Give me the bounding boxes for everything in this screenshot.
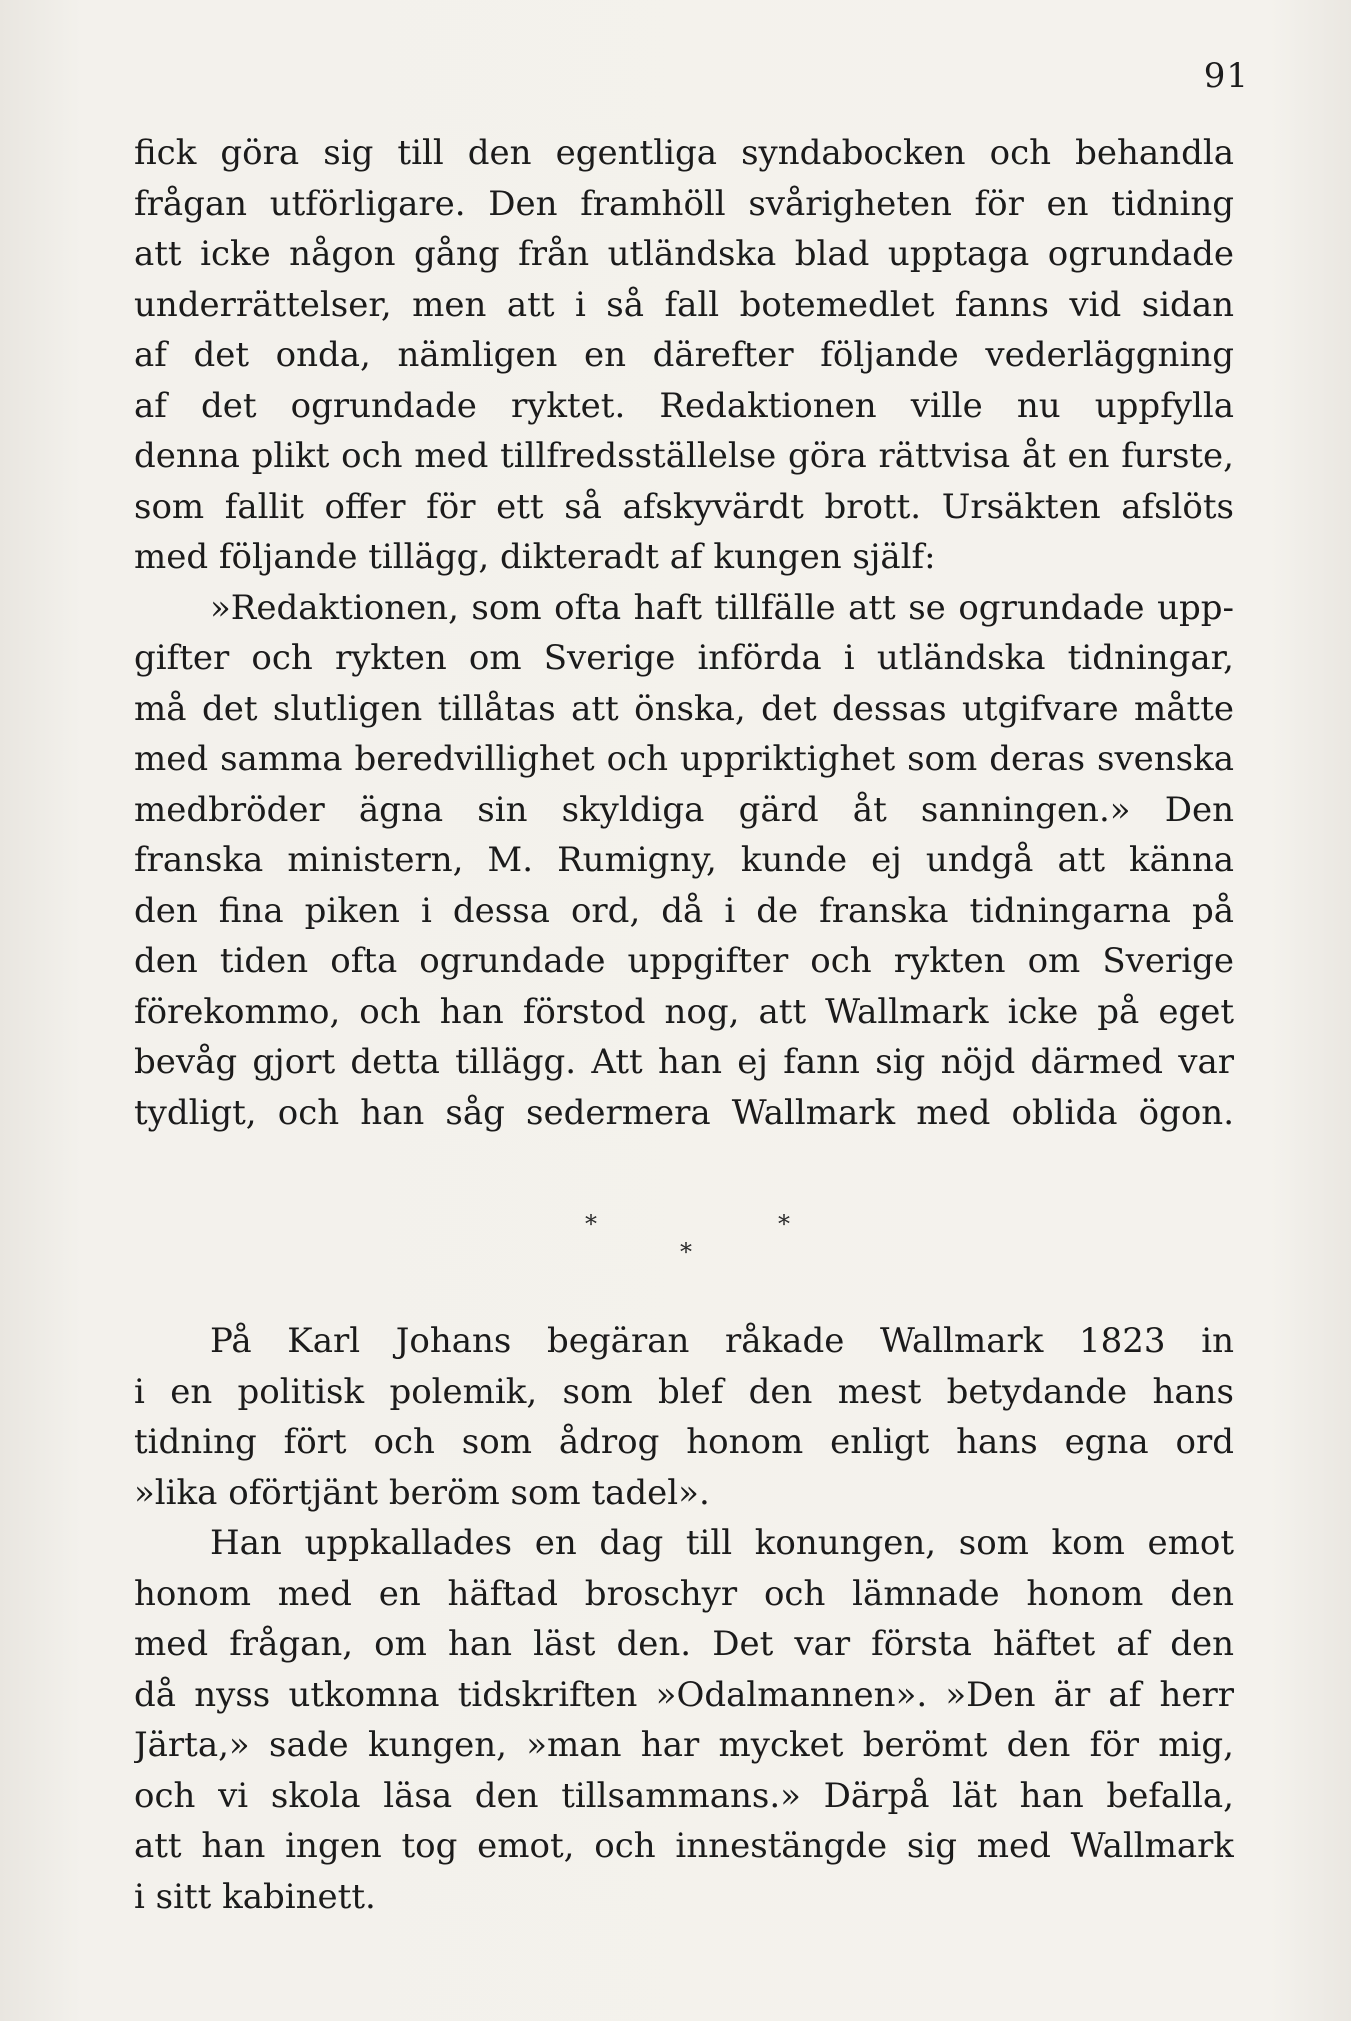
text-line: förekommo, och han förstod nog, att Wallmark icke på eget — [134, 991, 1234, 1032]
text-line: att han ingen tog emot, och innestängde sig med Wallmark — [134, 1826, 1234, 1866]
text-line: med frågan, om han läst den. Det var första häftet af den — [134, 1624, 1234, 1664]
text-line: denna plikt och med tillfredsställelse göra rättvisa åt en furste, — [134, 436, 1234, 476]
text-line: af det onda, nämligen en därefter följande vederläggning — [134, 335, 1234, 375]
text-line: med samma beredvillighet och uppriktighet som deras svenska — [134, 739, 1234, 779]
text-line: gifter och rykten om Sverige införda i utländska tidningar, — [134, 638, 1234, 678]
separator-asterisk: * — [680, 1238, 692, 1266]
separator-asterisk: * — [778, 1210, 790, 1238]
text-line: franska ministern, M. Rumigny, kunde ej undgå att känna — [134, 840, 1234, 880]
text-line: och vi skola läsa den tillsammans.» Därpå lät han befalla, — [134, 1775, 1234, 1816]
text-line: då nyss utkomna tidskriften »Odalmannen». »Den är af herr — [134, 1674, 1234, 1715]
text-line: honom med en häftad broschyr och lämnade honom den — [134, 1573, 1234, 1614]
text-line: »Redaktionen, som ofta haft tillfälle att se ogrundade upp- — [210, 587, 1234, 628]
text-line: i en politisk polemik, som blef den mest betydande hans — [134, 1371, 1234, 1412]
upper-text-block — [134, 128, 1234, 1138]
text-line: må det slutligen tillåtas att önska, det dessas utgifvare måtte — [134, 688, 1234, 729]
text-line: »lika oförtjänt beröm som tadel». — [134, 1472, 710, 1513]
text-line: underrättelser, men att i så fall botemedlet fanns vid sidan — [134, 284, 1234, 325]
text-line: som fallit offer för ett så afskyvärdt brott. Ursäkten afslöts — [134, 486, 1234, 527]
text-line: den tiden ofta ogrundade uppgifter och rykten om Sverige — [134, 941, 1234, 981]
text-line: medbröder ägna sin skyldiga gärd åt sanningen.» Den — [134, 789, 1234, 830]
text-line: i sitt kabinett. — [134, 1876, 376, 1917]
text-line: af det ogrundade ryktet. Redaktionen ville nu uppfylla — [134, 385, 1234, 426]
text-line: frågan utförligare. Den framhöll svårigheten för en tidning — [134, 183, 1234, 224]
text-line: den fina piken i dessa ord, då i de franska tidningarna på — [134, 890, 1234, 931]
text-line: med följande tillägg, dikteradt af kungen själf: — [134, 537, 936, 577]
text-line: tydligt, och han såg sedermera Wallmark med oblida ögon. — [134, 1092, 1234, 1133]
page-number: 91 — [1203, 56, 1249, 96]
text-line: att icke någon gång från utländska blad upptaga ogrundade — [134, 234, 1234, 274]
text-line: Han uppkallades en dag till konungen, som kom emot — [210, 1523, 1234, 1563]
text-line: tidning fört och som ådrog honom enligt hans egna ord — [134, 1422, 1234, 1462]
text-line: fick göra sig till den egentliga syndabocken och behandla — [134, 133, 1234, 173]
text-line: Järta,» sade kungen, »man har mycket berömt den för mig, — [134, 1725, 1234, 1765]
separator-asterisk: * — [585, 1210, 597, 1238]
section-separator — [0, 1210, 1351, 1290]
text-line: bevåg gjort detta tillägg. Att han ej fann sig nöjd därmed var — [134, 1042, 1234, 1082]
text-line: På Karl Johans begäran råkade Wallmark 1823 in — [210, 1321, 1234, 1361]
lower-text-block — [134, 1316, 1234, 1922]
